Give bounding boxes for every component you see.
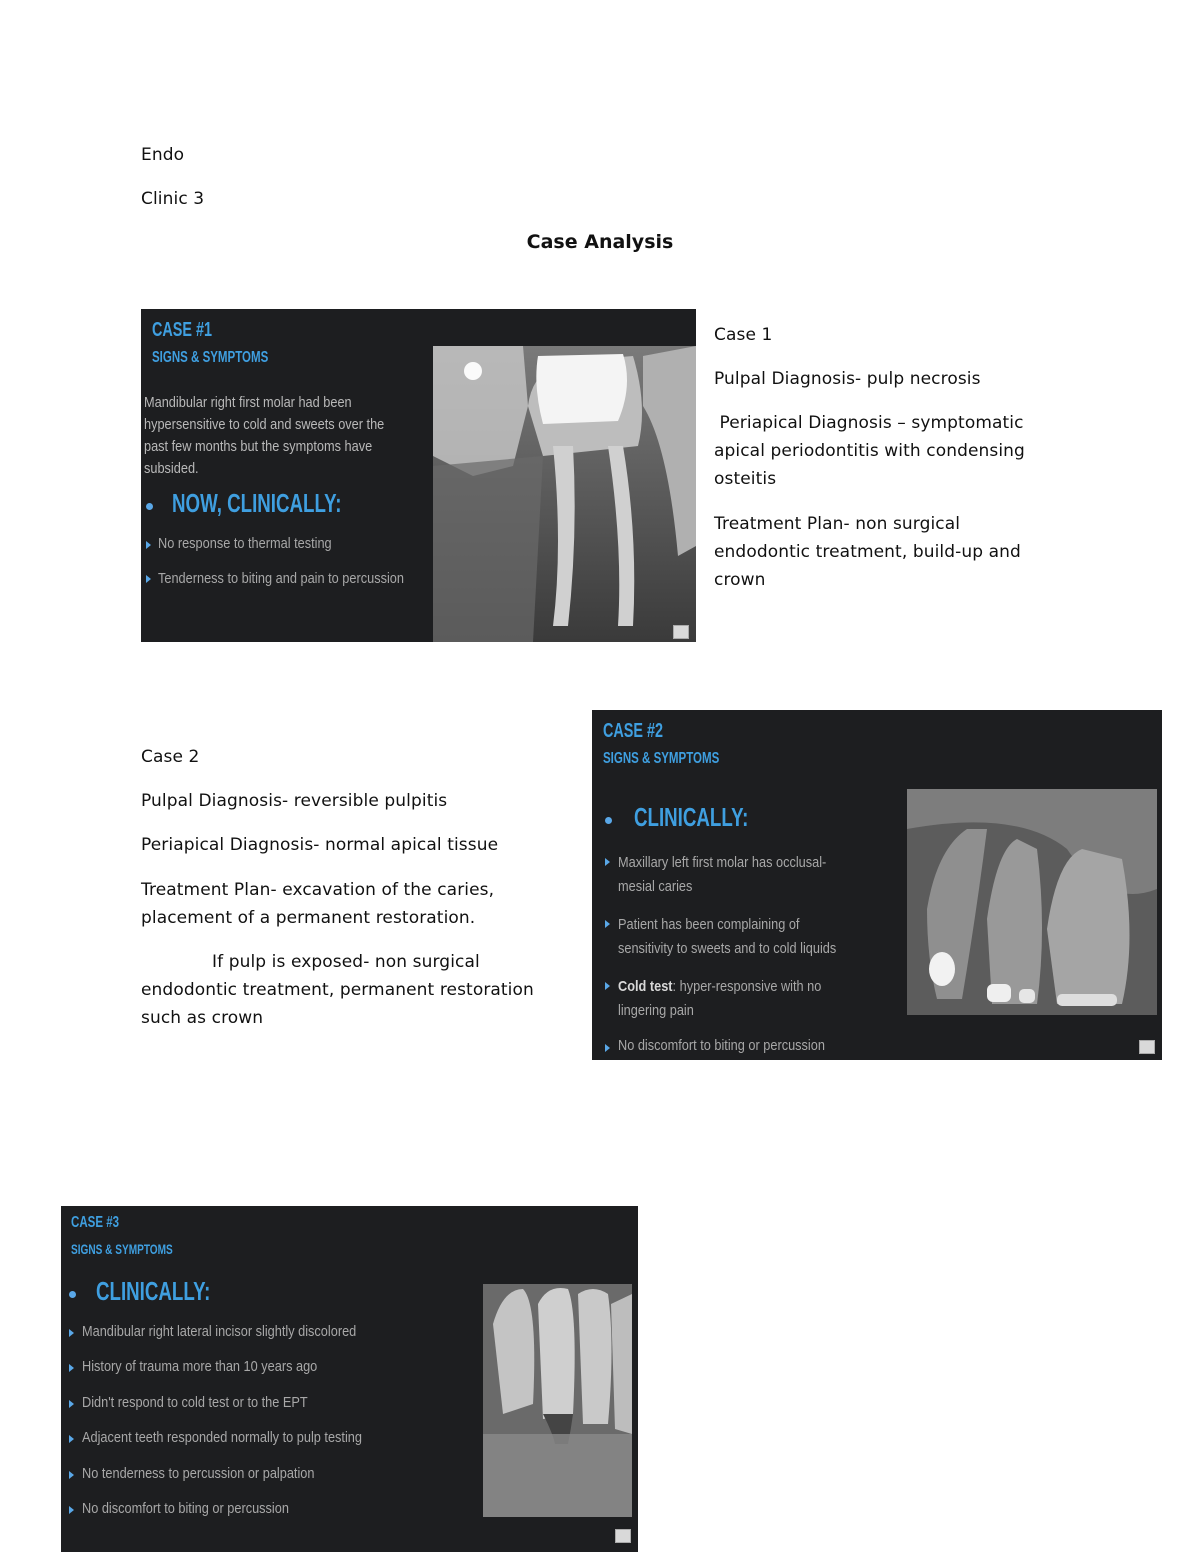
case1-slide-signs-label: SIGNS & SYMPTOMS — [152, 349, 269, 366]
case3-slide — [61, 1206, 638, 1552]
case2-bullet-dot — [605, 817, 612, 824]
case1-bullet-arrow-icon — [146, 541, 151, 549]
case1-bullet-dot — [146, 503, 153, 510]
case2-pulpal-diagnosis: Pulpal Diagnosis- reversible pulpitis — [141, 791, 448, 811]
case2-slide-signs-label: SIGNS & SYMPTOMS — [603, 750, 720, 767]
subject-label: Endo — [141, 145, 185, 165]
case1-treatment-plan: Treatment Plan- non surgical endodontic treatment, build-up and crown — [714, 514, 1021, 590]
case3-bullet-arrow-icon — [69, 1471, 74, 1479]
case3-bullet-dot — [69, 1291, 76, 1298]
case2-slide-bullet-3: Cold test: hyper-responsive with no lingering pain — [618, 978, 822, 1019]
case2-periapical-diagnosis: Periapical Diagnosis- normal apical tissue — [141, 835, 499, 855]
case2-slide — [592, 710, 1162, 1060]
case2-bullet-arrow-icon — [605, 982, 610, 990]
case3-bullet-arrow-icon — [69, 1329, 74, 1337]
case2-heading: Case 2 — [141, 747, 200, 767]
case1-pulpal-diagnosis: Pulpal Diagnosis- pulp necrosis — [714, 369, 981, 389]
case1-slide-clinically: NOW, CLINICALLY: — [172, 488, 342, 518]
case1-slide-bullet: No response to thermal testing — [158, 535, 332, 552]
case3-slide-case-label: CASE #3 — [71, 1214, 120, 1231]
clinic-label: Clinic 3 — [141, 189, 205, 209]
slide-logo-icon — [673, 625, 689, 639]
case2-treatment-plan: Treatment Plan- excavation of the caries, placement of a permanent restoration. — [141, 880, 495, 928]
case3-bullet-arrow-icon — [69, 1364, 74, 1372]
case2-bullet-arrow-icon — [605, 920, 610, 928]
case2-slide-case-label: CASE #2 — [603, 720, 664, 742]
case2-xray-image — [907, 789, 1157, 1015]
case3-slide-bullet: No discomfort to biting or percussion — [82, 1500, 289, 1517]
case1-slide — [141, 309, 696, 642]
case2-exposed-note: If pulp is exposed- non surgical endodontic treatment, permanent restoration such as crown — [141, 952, 534, 1028]
case1-slide-case-label: CASE #1 — [152, 319, 213, 341]
case3-slide-bullet: Mandibular right lateral incisor slightly discolored — [82, 1323, 357, 1340]
case3-slide-bullet: Adjacent teeth responded normally to pulp testing — [82, 1429, 362, 1446]
case2-bullet-arrow-icon — [605, 1044, 610, 1052]
case3-slide-bullet: No tenderness to percussion or palpation — [82, 1465, 315, 1482]
case3-slide-bullet: History of trauma more than 10 years ago — [82, 1358, 318, 1375]
case2-bullet-arrow-icon — [605, 858, 610, 866]
case1-slide-description: Mandibular right first molar had been hypersensitive to cold and sweets over the past few months but the symptoms have subsided. — [144, 394, 385, 477]
case2-slide-bullet-2: Patient has been complaining of sensitivity to sweets and to cold liquids — [618, 916, 837, 957]
case2-slide-bullet-4: No discomfort to biting or percussion — [618, 1037, 825, 1054]
case1-periapical-diagnosis: Periapical Diagnosis – symptomatic apical periodontitis with condensing osteitis — [714, 413, 1025, 489]
case3-slide-bullet: Didn't respond to cold test or to the EPT — [82, 1394, 308, 1411]
case3-slide-signs-label: SIGNS & SYMPTOMS — [71, 1241, 173, 1257]
case3-slide-clinically: CLINICALLY: — [96, 1276, 211, 1306]
page-title: Case Analysis — [526, 231, 674, 253]
case1-xray-image — [433, 346, 696, 642]
case1-slide-bullet: Tenderness to biting and pain to percussion — [158, 570, 404, 587]
case3-bullet-arrow-icon — [69, 1435, 74, 1443]
case2-slide-clinically: CLINICALLY: — [634, 802, 749, 832]
case1-heading: Case 1 — [714, 325, 773, 345]
case1-bullet-arrow-icon — [146, 575, 151, 583]
slide-logo-icon — [615, 1529, 631, 1543]
case3-bullet-arrow-icon — [69, 1506, 74, 1514]
slide-logo-icon — [1139, 1040, 1155, 1054]
case2-slide-bullet-1: Maxillary left first molar has occlusal- mesial caries — [618, 854, 827, 895]
case3-bullet-arrow-icon — [69, 1400, 74, 1408]
case3-xray-image — [483, 1284, 632, 1517]
